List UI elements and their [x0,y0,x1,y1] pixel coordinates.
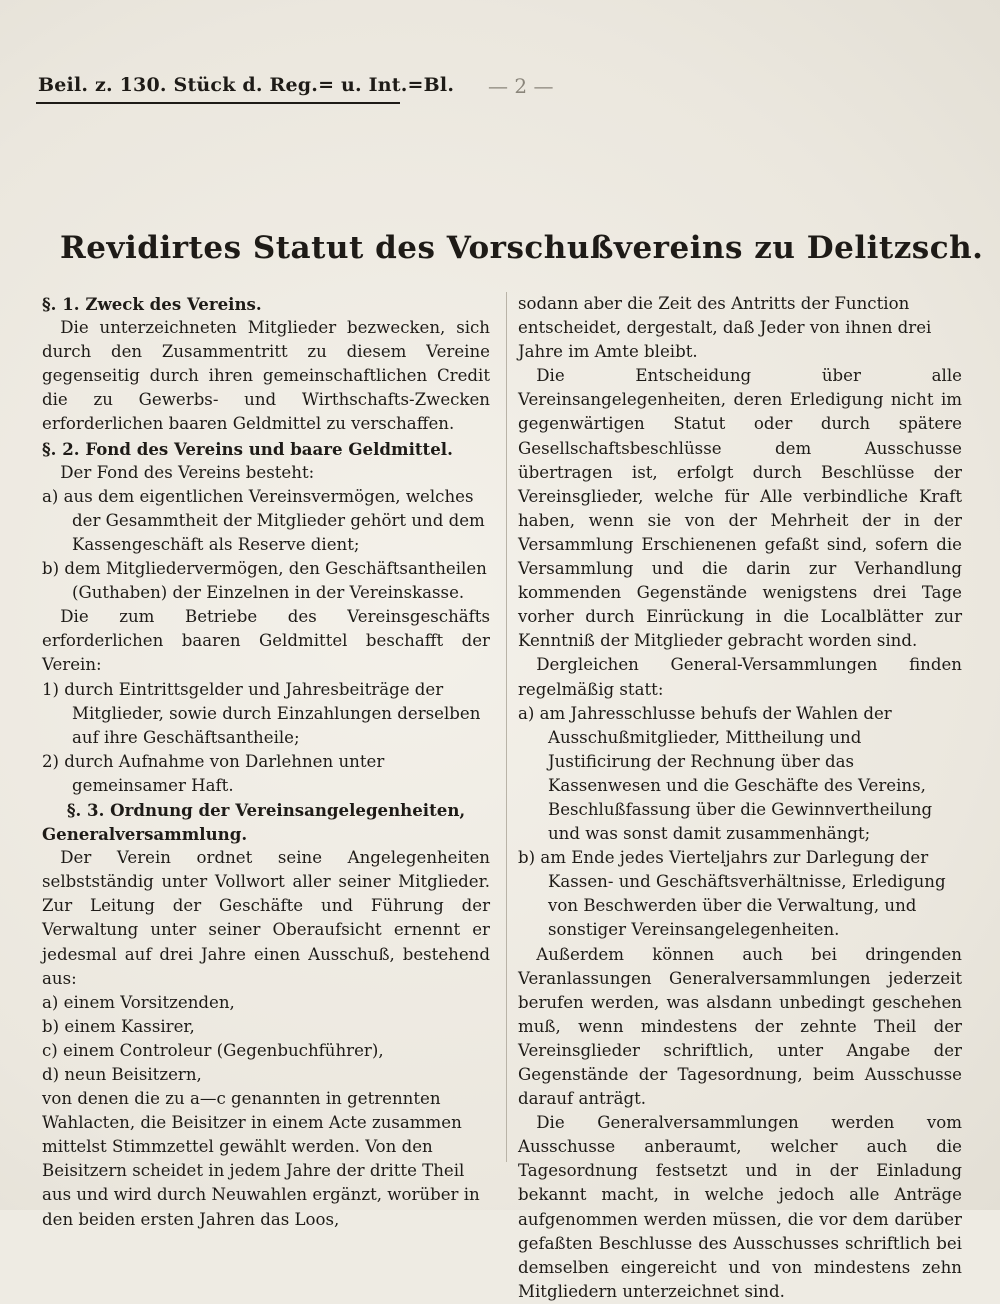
list-item: 1) durch Eintrittsgelder und Jahresbeiträge der Mitglieder, sowie durch Einzahlungen derselben auf ihre Geschäftsantheile; [42,679,481,747]
list-item: a) aus dem eigentlichen Vereinsvermögen, welches der Gesammtheit der Mitglieder gehört und dem Kassengeschäft als Reserve dient; [42,486,485,554]
list-item: a) einem Vorsitzenden, [42,992,235,1012]
page-header [36,70,596,106]
section-heading: §. 3. Ordnung der Vereinsangelegenheiten, Generalversammlung. [42,799,466,845]
header-rule [36,102,400,104]
section-heading: §. 1. Zweck des Vereins. [42,294,262,314]
list-item: c) einem Controleur (Gegenbuchführer), [42,1040,384,1060]
paragraph: Der Verein ordnet seine Angelegenheiten selbstständig unter Vollwort aller seiner Mitglieder. Zur Leitung der Geschäfte und Führung der Verwaltung unter seiner Oberaufsicht ernennt er jedesmal auf drei Jahre einen Ausschuß, bestehend aus: [42,848,490,988]
paragraph: Die zum Betriebe des Vereinsgeschäfts erforderlichen baaren Geldmittel beschafft der Verein: [42,607,490,675]
list-item: 2) durch Aufnahme von Darlehnen unter gemeinsamer Haft. [42,751,385,795]
paragraph: Die unterzeichneten Mitglieder bezwecken, sich durch den Zusammentritt zu diesem Vereine gegenseitig durch ihren gemeinschaftlichen Credit die zu Gewerbs- und Wirthschafts-Zwecken erforderlichen baaren Geldmittel zu verschaffen. [42,318,490,434]
paragraph: sodann aber die Zeit des Antritts der Function entscheidet, dergestalt, daß Jeder von ihnen drei Jahre im Amte bleibt. [518,294,932,362]
section-heading: §. 2. Fond des Vereins und baare Geldmittel. [42,438,453,459]
left-column [42,292,490,1232]
paragraph: Dergleichen General-Versammlungen finden regelmäßig statt: [518,655,962,699]
right-column [518,292,962,1304]
paragraph: Der Fond des Vereins besteht: [60,462,315,482]
gazette-reference: Beil. z. 130. Stück d. Reg.= u. Int.=Bl. [38,74,455,96]
document-title: Revidirtes Statut des Vorschußvereins zu Delitzsch. [60,230,984,266]
paragraph: Die Generalversammlungen werden vom Ausschusse anberaumt, welcher auch die Tagesordnung festsetzt und in der Einladung bekannt macht, in welche jedoch alle Anträge aufgenommen werden müssen, die vor dem darüber gefaßten Beschlusse des Ausschusses schriftlich bei demselben eingereicht und von mindestens zehn Mitgliedern unterzeichnet sind. [518,1113,962,1301]
paragraph: Die Entscheidung über alle Vereinsangelegenheiten, deren Erledigung nicht im gegenwärtigen Statut oder durch spätere Gesellschaftsbeschlüsse dem Ausschusse übertragen ist, erfolgt durch Beschlüsse der Vereinsglieder, welche für Alle verbindliche Kraft haben, wenn sie von der Mehrheit der in der Versammlung Erschienenen gefaßt sind, sofern die Versammlung und die darin zur Verhandlung kommenden Gegenstände wenigstens drei Tage vorher durch Einrückung in die Localblätter zur Kenntniß der Mitglieder gebracht worden sind. [518,366,962,651]
paragraph: Außerdem können auch bei dringenden Veranlassungen Generalversammlungen jederzeit berufen werden, was alsdann unbedingt geschehen muß, wenn mindestens der zehnte Theil der Vereinsglieder schriftlich, unter Angabe der Gegenstände der Tagesordnung, beim Ausschusse darauf anträgt. [518,944,962,1109]
paragraph: von denen die zu a—c genannten in getrennten Wahlacten, die Beisitzer in einem Acte zusammen mittelst Stimmzettel gewählt werden. Von den Beisitzern scheidet in jedem Jahre der dritte Theil aus und wird durch Neuwahlen ergänzt, worüber in den beiden ersten Jahren das Loos, [42,1089,480,1229]
page-number: — 2 — [488,74,554,98]
list-item: b) einem Kassirer, [42,1016,195,1036]
list-item: a) am Jahresschlusse behufs der Wahlen der Ausschußmitglieder, Mittheilung und Justificirung der Rechnung über das Kassenwesen und die Geschäfte des Vereins, Beschlußfassung über die Gewinnvertheilung und was sonst damit zusammenhängt; [518,703,933,844]
list-item: d) neun Beisitzern, [42,1065,202,1084]
list-item: b) am Ende jedes Vierteljahrs zur Darlegung der Kassen- und Geschäftsverhältnisse, Erledigung von Beschwerden über die Verwaltung, und sonstiger Vereinsangelegenheiten. [518,848,946,940]
column-divider [506,292,507,1162]
list-item: b) dem Mitgliedervermögen, den Geschäftsantheilen (Guthaben) der Einzelnen in der Vereinskasse. [42,559,487,603]
